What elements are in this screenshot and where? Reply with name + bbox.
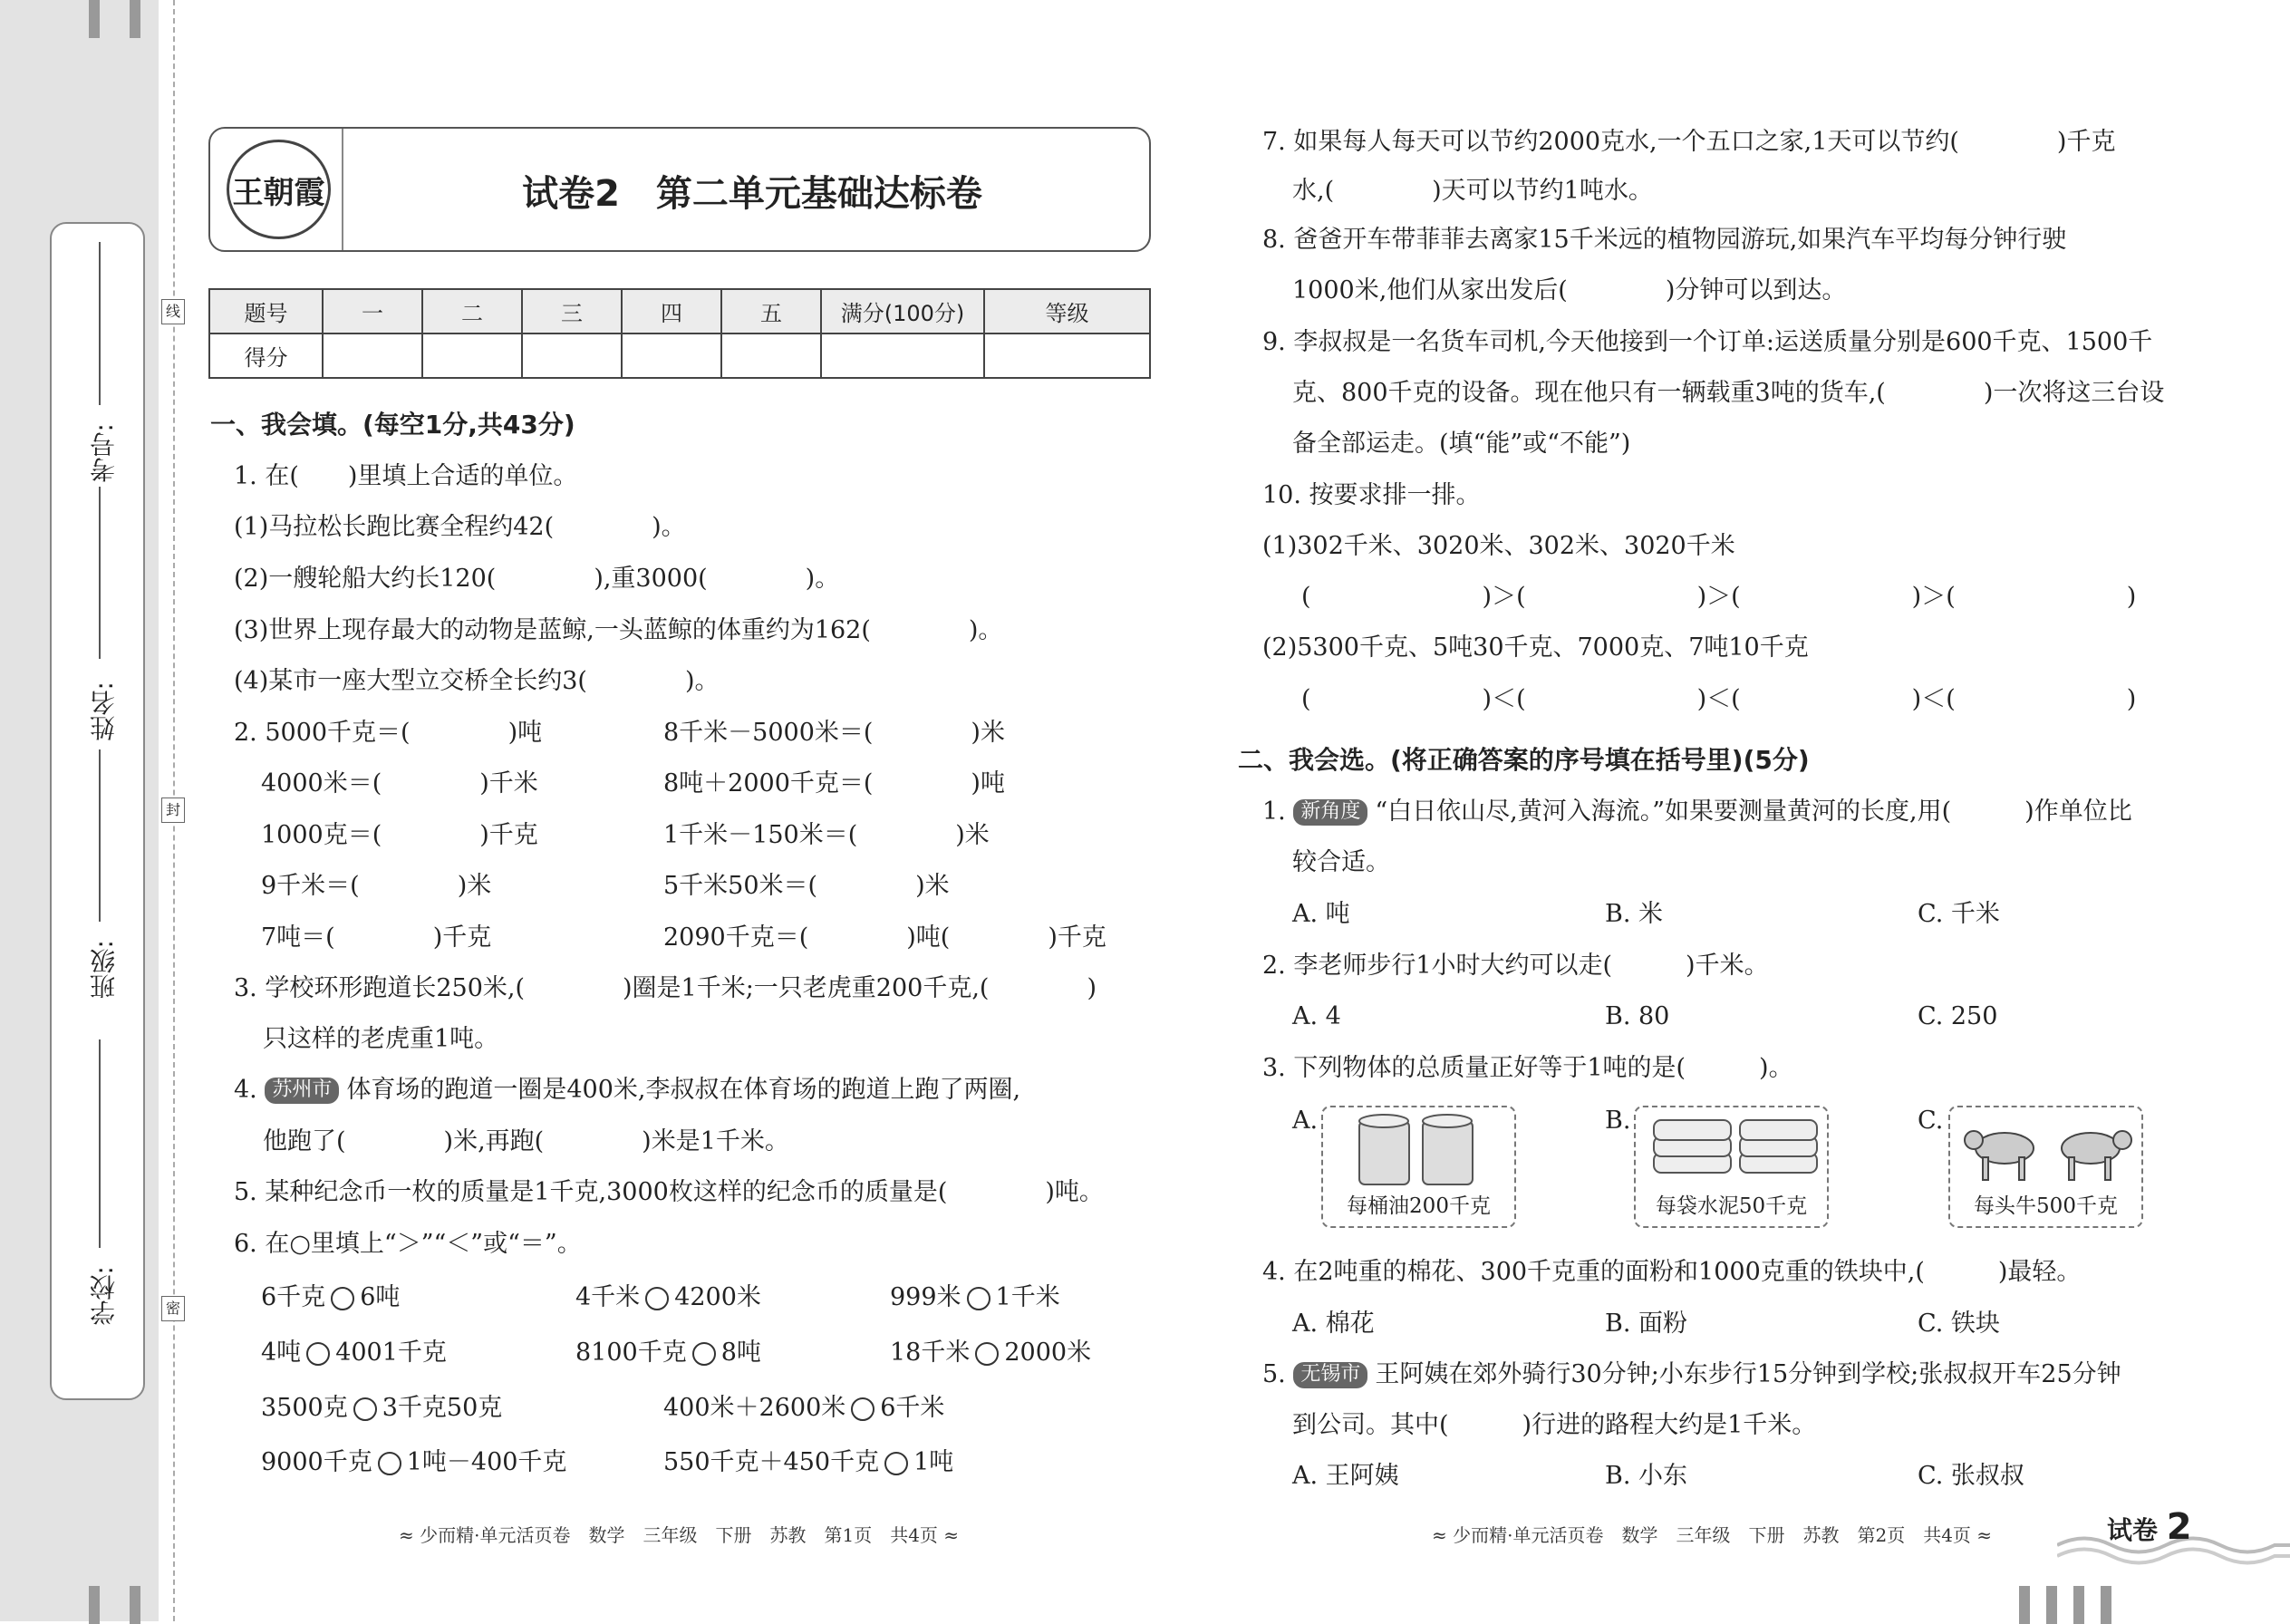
compare-circle[interactable] [645,1287,669,1310]
tick-mark [130,0,140,38]
student-info-box [50,222,145,1400]
page-title: 试卷2 第二单元基础达标卷 [522,173,982,215]
region-badge: 苏州市 [265,1078,339,1103]
tick-mark [89,0,100,38]
question-1: 1. 在( )里填上合适的单位。 [234,462,578,490]
school-blank[interactable] [99,1039,101,1248]
choice-option[interactable]: C. [1918,1107,1944,1135]
compare-item: 550千克＋450千克 1吨 [663,1448,954,1476]
choice-question-1-cont: 较合适。 [1292,848,1390,876]
table-cell: 三 [522,289,622,334]
choice-option[interactable]: C. 铁块 [1918,1310,2000,1338]
question-4-cont: 他跑了( )米,再跑( )米是1千米。 [263,1127,789,1155]
score-row [209,334,1150,378]
table-cell: 题号 [209,289,323,334]
compare-circle[interactable] [967,1287,990,1310]
seal-feng: 封 [161,798,185,823]
table-cell: 满分(100分) [821,289,984,334]
question-2-item: 5千米50米＝( )米 [663,872,950,900]
choice-option[interactable]: B. 80 [1605,1002,1670,1030]
question-10-2-blanks[interactable]: ( )＜( )＜( )＜( ) [1301,685,2137,713]
compare-circle[interactable] [353,1397,377,1421]
choice-question-4: 4. 在2吨重的棉花、300千克重的面粉和1000克重的铁块中,( )最轻。 [1262,1258,2082,1286]
image-caption: 每头牛500千克 [1974,1194,2118,1218]
table-cell: 等级 [984,289,1150,334]
question-8: 8. 爸爸开车带菲菲去离家15千米远的植物园游玩,如果汽车平均每分钟行驶 [1262,226,2067,254]
score-cell[interactable] [323,334,422,378]
choice-option[interactable]: B. 面粉 [1605,1310,1688,1338]
question-3: 3. 学校环形跑道长250米,( )圈是1千米;一只老虎重200千克,( ) [234,974,1097,1002]
compare-item: 9000千克 1吨－400千克 [261,1448,567,1476]
choice-option[interactable]: C. 250 [1918,1002,1998,1030]
question-2-item: 1000克＝( )千克 [261,821,538,849]
choice-option[interactable]: A. 4 [1292,1002,1341,1030]
question-2-item: 2. 5000千克＝( )吨 [234,719,543,747]
logo: 王朝霞 [227,140,331,239]
choice-option[interactable]: B. 米 [1605,900,1664,928]
oil-barrel-icon [1323,1107,1518,1194]
school-label: 学校: [89,1266,119,1326]
title-box [208,127,1151,252]
question-9-cont: 备全部运走。(填“能”或“不能”) [1292,430,1631,458]
table-cell: 五 [721,289,821,334]
region-badge: 无锡市 [1293,1362,1367,1387]
id-label: 考号: [89,423,119,483]
compare-item: 6千克 6吨 [261,1283,401,1311]
table-cell: 二 [422,289,522,334]
tick-mark [2073,1586,2084,1624]
score-table [208,288,1151,379]
choice-option[interactable]: A. 王阿姨 [1292,1462,1399,1490]
compare-item: 8100千克 8吨 [575,1339,761,1367]
footer-right: ≈ 少而精·单元活页卷 数学 三年级 下册 苏教 第2页 共4页 ≈ [1432,1524,1993,1546]
score-cell[interactable] [821,334,984,378]
compare-item: 400米＋2600米 6千米 [663,1394,945,1422]
choice-option[interactable]: A. [1292,1107,1319,1135]
question-2-item: 8吨＋2000千克＝( )吨 [663,769,1005,798]
question-2-item: 1千米－150米＝( )米 [663,821,990,849]
choice-option[interactable]: C. 千米 [1918,900,2000,928]
compare-circle[interactable] [975,1342,999,1366]
question-1-2: (2)一艘轮船大约长120( ),重3000( )。 [234,565,840,593]
tick-mark [130,1586,140,1624]
compare-item: 999米 1千米 [890,1283,1060,1311]
class-label: 班级: [89,940,119,1000]
question-10: 10. 按要求排一排。 [1262,481,1481,509]
cement-bag-icon [1636,1107,1831,1194]
tick-mark [2019,1586,2030,1624]
question-2-item: 7吨＝( )千克 [261,923,492,952]
question-2-item: 8千米－5000米＝( )米 [663,719,1005,747]
question-4: 4. 苏州市 体育场的跑道一圈是400米,李叔叔在体育场的跑道上跑了两圈, [234,1076,1021,1104]
question-7-cont: 水,( )天可以节约1吨水。 [1292,177,1653,205]
name-label: 姓名: [89,682,119,741]
compare-item: 4千米 4200米 [575,1283,761,1311]
table-cell: 得分 [209,334,323,378]
question-7: 7. 如果每人每天可以节约2000克水,一个五口之家,1天可以节约( )千克 [1262,128,2116,156]
table-cell: 四 [622,289,721,334]
question-1-3: (3)世界上现存最大的动物是蓝鲸,一头蓝鲸的体重约为162( )。 [234,616,1003,644]
choice-option[interactable]: A. 吨 [1292,900,1350,928]
image-caption: 每桶油200千克 [1347,1194,1491,1218]
choice-question-2: 2. 李老师步行1小时大约可以走( )千米。 [1262,952,1769,980]
paper-number-label: 试卷 2 [2107,1506,2192,1548]
score-cell[interactable] [522,334,622,378]
compare-item: 18千米 2000米 [890,1339,1092,1367]
compare-circle[interactable] [378,1452,401,1475]
tick-mark [2101,1586,2111,1624]
table-cell: 一 [323,289,422,334]
choice-option[interactable]: B. 小东 [1605,1462,1688,1490]
choice-question-3: 3. 下列物体的总质量正好等于1吨的是( )。 [1262,1054,1793,1082]
compare-circle[interactable] [851,1397,874,1421]
compare-circle[interactable] [692,1342,716,1366]
question-5: 5. 某种纪念币一枚的质量是1千克,3000枚这样的纪念币的质量是( )吨。 [234,1178,1104,1206]
section-2-heading: 二、我会选。(将正确答案的序号填在括号里)(5分) [1238,745,1810,775]
question-3-cont: 只这样的老虎重1吨。 [263,1025,499,1053]
section-1-heading: 一、我会填。(每空1分,共43分) [210,410,575,440]
seal-mi: 密 [161,1296,185,1321]
score-cell[interactable] [422,334,522,378]
question-10-1: (1)302千米、3020米、302米、3020千米 [1262,532,1735,560]
tick-mark [89,1586,100,1624]
footer-left: ≈ 少而精·单元活页卷 数学 三年级 下册 苏教 第1页 共4页 ≈ [399,1524,960,1546]
cow-icon [1950,1107,2145,1194]
choice-question-5: 5. 无锡市 王阿姨在郊外骑行30分钟;小东步行15分钟到学校;张叔叔开车25分钟 [1262,1360,2121,1388]
score-cell[interactable] [721,334,821,378]
compare-item: 3500克 3千克50克 [261,1394,503,1422]
seal-xian: 线 [161,299,185,324]
class-blank[interactable] [99,749,101,922]
image-caption: 每袋水泥50千克 [1655,1194,1808,1218]
name-blank[interactable] [99,487,101,659]
choice-option[interactable]: B. [1605,1107,1631,1135]
question-10-2: (2)5300千克、5吨30千克、7000克、7吨10千克 [1262,633,1809,662]
tick-mark [2046,1586,2057,1624]
oil-barrels-image [1321,1106,1516,1228]
choice-question-1: 1. 新角度 “白日依山尽,黄河入海流。”如果要测量黄河的长度,用( )作单位比 [1262,798,2132,826]
compare-circle[interactable] [884,1452,908,1475]
question-10-1-blanks[interactable]: ( )＞( )＞( )＞( ) [1301,583,2137,611]
choice-question-5-cont: 到公司。其中( )行进的路程大约是1千米。 [1292,1411,1817,1439]
compare-circle[interactable] [331,1287,354,1310]
choice-option[interactable]: A. 棉花 [1292,1310,1375,1338]
question-8-cont: 1000米,他们从家出发后( )分钟可以到达。 [1292,276,1847,304]
score-header-row [209,289,1150,334]
score-cell[interactable] [622,334,721,378]
cement-bags-image [1634,1106,1829,1228]
question-1-1: (1)马拉松长跑比赛全程约42( )。 [234,513,686,541]
choice-option[interactable]: C. 张叔叔 [1918,1462,2024,1490]
question-6: 6. 在○里填上“＞”“＜”或“＝”。 [234,1230,582,1258]
tag-badge: 新角度 [1293,799,1367,825]
question-9: 9. 李叔叔是一名货车司机,今天他接到一个订单:运送质量分别是600千克、1500千 [1262,328,2153,356]
id-blank[interactable] [99,242,101,405]
cows-image [1948,1106,2143,1228]
question-1-4: (4)某市一座大型立交桥全长约3( )。 [234,667,720,695]
question-4-text: 体育场的跑道一圈是400米,李叔叔在体育场的跑道上跑了两圈, [346,1076,1021,1104]
question-2-item: 4000米＝( )千米 [261,769,538,798]
question-9-cont: 克、800千克的设备。现在他只有一辆载重3吨的货车,( )一次将这三台设 [1292,379,2165,407]
question-2-item: 2090千克＝( )吨( )千克 [663,923,1106,952]
divider [342,129,343,250]
question-2-item: 9千米＝( )米 [261,872,492,900]
compare-circle[interactable] [306,1342,330,1366]
score-cell[interactable] [984,334,1150,378]
compare-item: 4吨 4001千克 [261,1339,447,1367]
